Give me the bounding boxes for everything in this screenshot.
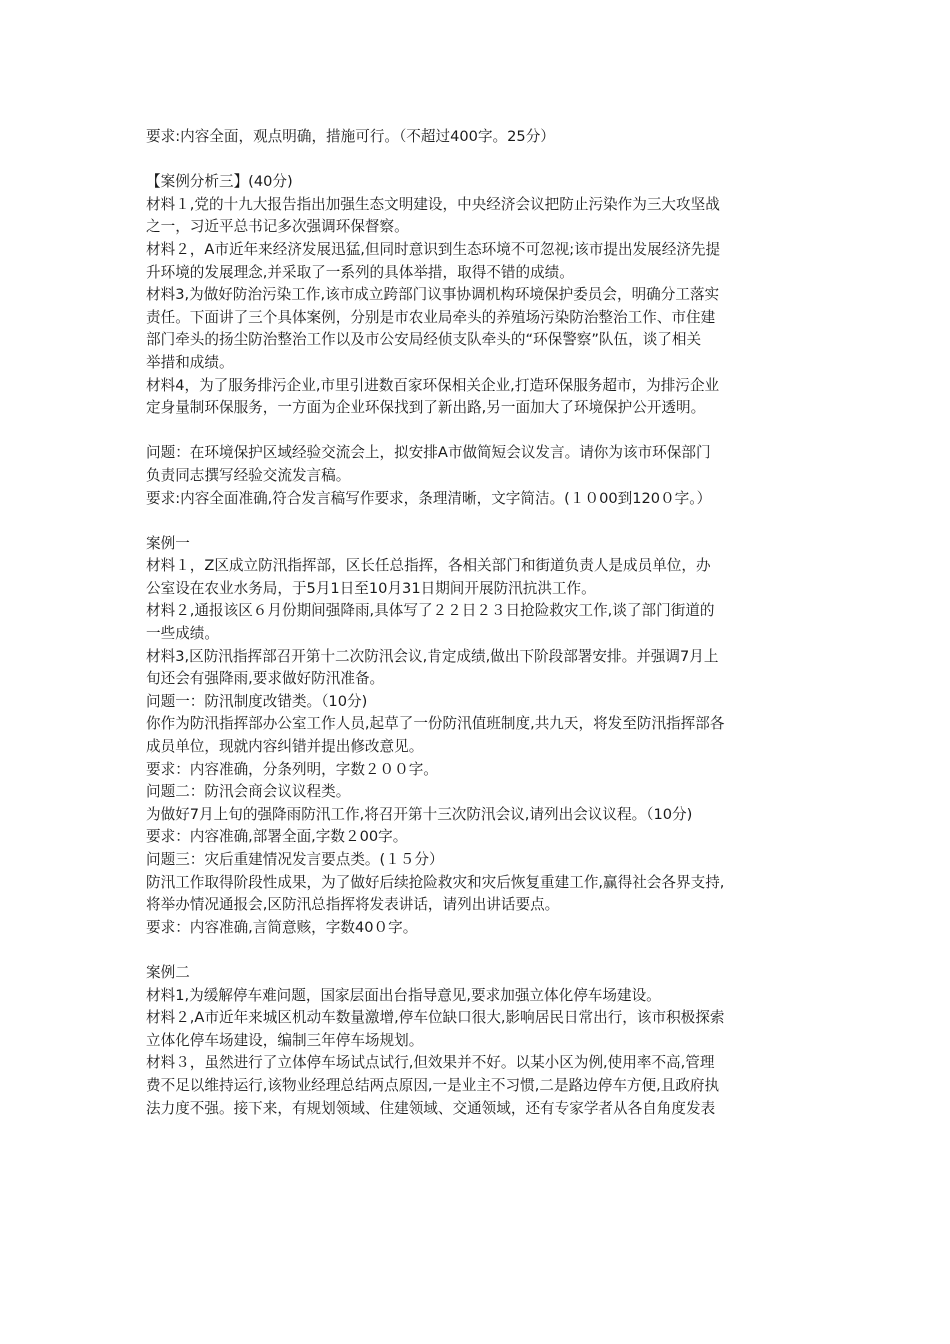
text-line: 材料１,党的十九大报告指出加强生态文明建设，中央经济会议把防止污染作为三大攻坚战: [146, 195, 720, 213]
text-line: 要求：内容准确,言简意赅，字数40０字。: [146, 918, 418, 936]
text-line: 你作为防汛指挥部办公室工作人员,起草了一份防汛值班制度,共九天，将发至防汛指挥部各: [146, 715, 725, 733]
text-line: 材料4，为了服务排污企业,市里引进数百家环保相关企业,打造环保服务超市，为排污企业: [146, 376, 720, 394]
text-line: 费不足以维持运行,该物业经理总结两点原因,一是业主不习惯,二是路边停车方便,且政府执: [146, 1076, 720, 1094]
text-line: 为做好7月上旬的强降雨防汛工作,将召开第十三次防汛会议,请列出会议议程。（10分): [146, 805, 693, 823]
text-line: 升环境的发展理念,并采取了一系列的具体举措，取得不错的成绩。: [146, 263, 574, 281]
text-line: 案例二: [146, 963, 190, 981]
text-line: 要求：内容准确,部署全面,字数２00字。: [146, 828, 408, 846]
text-line: 之一，习近平总书记多次强调环保督察。: [146, 218, 409, 236]
text-line: 公室设在农业水务局，于5月1日至10月31日期间开展防汛抗洪工作。: [146, 579, 596, 597]
text-line: 将举办情况通报会,区防汛总指挥将发表讲话，请列出讲话要点。: [146, 896, 560, 914]
text-line: 一些成绩。: [146, 625, 219, 643]
text-line: 材料3,区防汛指挥部召开第十二次防汛会议,肯定成绩,做出下阶段部署安排。并强调7月上: [146, 647, 719, 665]
text-line: 部门牵头的扬尘防治整治工作以及市公安局经侦支队牵头的“环保警察”队伍，谈了相关: [146, 331, 702, 349]
text-line: 材料２,通报该区６月份期间强降雨,具体写了２２日２３日抢险救灾工作,谈了部门街道的: [146, 602, 715, 620]
text-line: 立体化停车场建设，编制三年停车场规划。: [146, 1031, 424, 1049]
blank-line: [146, 420, 818, 443]
text-line: 【案例分析三】(40分): [146, 173, 293, 191]
text-line: 问题一：防汛制度改错类。（10分): [146, 692, 368, 710]
text-line: 要求：内容准确，分条列明，字数２００字。: [146, 760, 438, 778]
blank-line: [146, 939, 818, 962]
text-line: 防汛工作取得阶段性成果，为了做好后续抢险救灾和灾后恢复重建工作,赢得社会各界支持,: [146, 873, 725, 891]
text-line: 要求:内容全面，观点明确，措施可行。（不超过400字。25分）: [146, 128, 555, 145]
text-line: 问题：在环境保护区域经验交流会上，拟安排A市做简短会议发言。请你为该市环保部门: [146, 444, 711, 462]
text-line: 案例一: [146, 534, 190, 552]
text-line: 材料２,A市近年来城区机动车数量激增,停车位缺口很大,影响居民日常出行，该市积极探索: [146, 1009, 725, 1027]
blank-line: [146, 149, 818, 172]
text-line: 材料1,为缓解停车难问题，国家层面出台指导意见,要求加强立体化停车场建设。: [146, 986, 661, 1004]
text-line: 问题三：灾后重建情况发言要点类。(１５分）: [146, 851, 444, 868]
text-line: 定身量制环保服务，一方面为企业环保找到了新出路,另一面加大了环境保护公开透明。: [146, 399, 706, 417]
document-body: [146, 126, 818, 1120]
text-line: 责任。下面讲了三个具体案例，分别是市农业局牵头的养殖场污染防治整治工作、市住建: [146, 308, 716, 326]
text-line: 问题二：防汛会商会议议程类。: [146, 783, 351, 801]
text-line: 要求:内容全面准确,符合发言稿写作要求，条理清晰，文字简洁。(１０00到120０字。）: [146, 489, 712, 507]
text-line: 法力度不强。接下来，有规划领域、住建领域、交通领域，还有专家学者从各自角度发表: [146, 1099, 716, 1117]
text-line: 材料１，Z区成立防汛指挥部，区长任总指挥，各相关部门和街道负责人是成员单位，办: [146, 557, 711, 575]
text-line: 成员单位，现就内容纠错并提出修改意见。: [146, 738, 424, 756]
text-line: 举措和成绩。: [146, 353, 234, 371]
text-line: 材料3,为做好防治污染工作,该市成立跨部门议事协调机构环境保护委员会，明确分工落实: [146, 286, 720, 304]
text-line: 旬还会有强降雨,要求做好防汛准备。: [146, 670, 385, 688]
text-line: 材料３，虽然进行了立体停车场试点试行,但效果并不好。以某小区为例,使用率不高,管理: [146, 1054, 715, 1072]
text-line: 材料２，A市近年来经济发展迅猛,但同时意识到生态环境不可忽视;该市提出发展经济先提: [146, 240, 721, 258]
text-line: 负责同志撰写经验交流发言稿。: [146, 466, 351, 484]
blank-line: [146, 510, 818, 533]
